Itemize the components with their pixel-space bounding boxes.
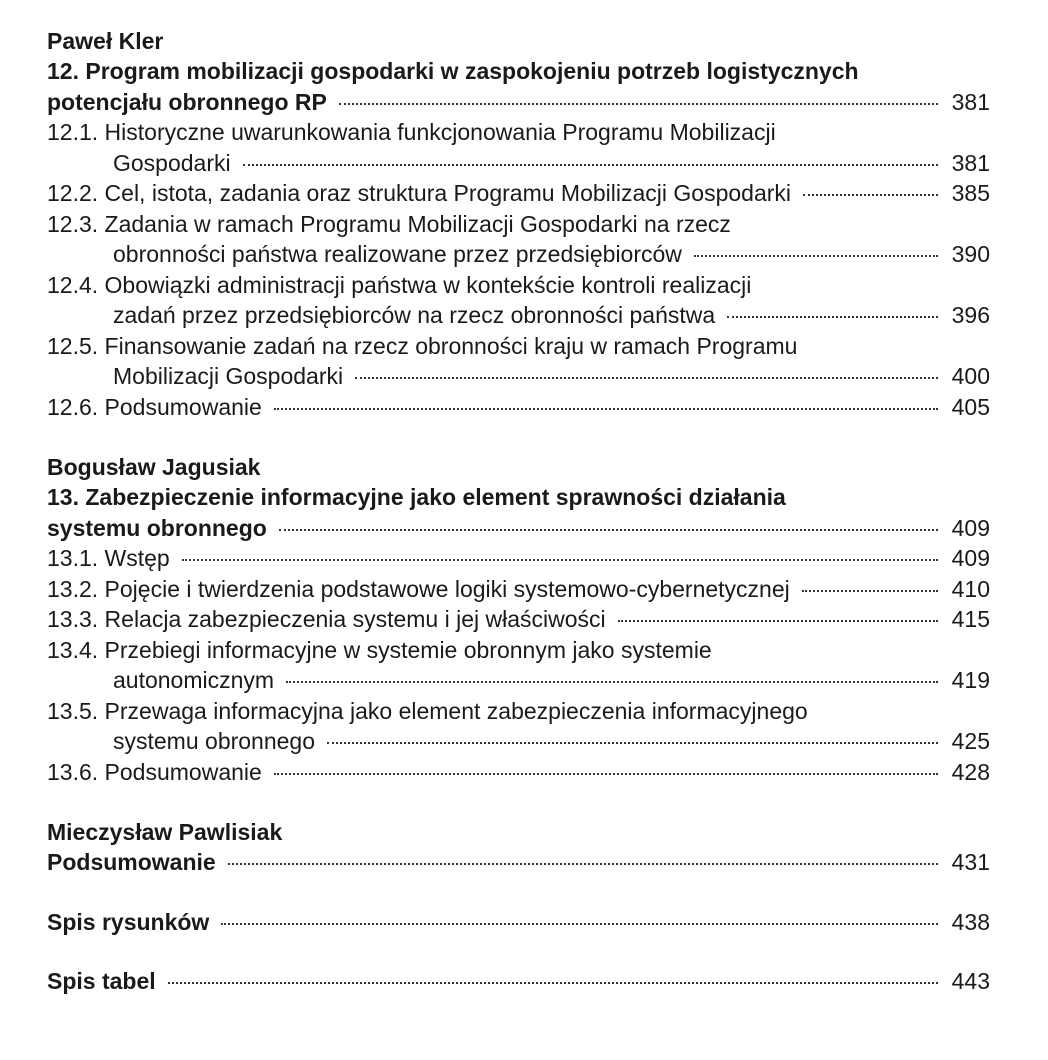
- page-number: 381: [951, 88, 990, 115]
- tables-list-title: Spis tabel: [47, 968, 156, 994]
- tables-list-entry[interactable]: [47, 966, 990, 997]
- section-spacer: [47, 878, 990, 907]
- chapter-title-line1: 12. Program mobilizacji gospodarki w zaspokojeniu potrzeb logistycznych: [47, 58, 859, 84]
- figures-list-title: Spis rysunków: [47, 908, 210, 935]
- dot-leader: [182, 559, 938, 561]
- toc-entry[interactable]: [47, 635, 990, 696]
- entry-title: 12.6. Podsumowanie: [47, 393, 262, 420]
- page-number: 410: [951, 575, 990, 602]
- toc-entry[interactable]: [47, 757, 990, 788]
- chapter-title-line2: potencjału obronnego RP: [47, 88, 327, 115]
- toc-entry[interactable]: [47, 574, 990, 605]
- toc-entry[interactable]: [47, 209, 990, 270]
- toc-closing: [47, 817, 990, 997]
- page-number: 419: [951, 667, 990, 693]
- page-number: 405: [951, 393, 990, 420]
- page-number: 443: [951, 968, 990, 994]
- entry-title-line2: zadań przez przedsiębiorców na rzecz obronności państwa: [113, 302, 716, 328]
- section-author: Mieczysław Pawlisiak: [47, 819, 283, 845]
- toc-entry[interactable]: [47, 117, 990, 178]
- toc-entry[interactable]: [47, 543, 990, 574]
- page-number: 400: [951, 363, 990, 389]
- chapter-title-line2: systemu obronnego: [47, 514, 267, 541]
- figures-list-entry[interactable]: [47, 907, 990, 938]
- entry-title-line1: 12.3. Zadania w ramach Programu Mobilizacji Gospodarki na rzecz: [47, 210, 731, 237]
- entry-title-line2: Gospodarki: [113, 149, 231, 176]
- toc-entry[interactable]: [47, 178, 990, 209]
- summary-title: Podsumowanie: [47, 849, 216, 875]
- page-number: 409: [951, 545, 990, 571]
- entry-title-line1: 13.4. Przebiegi informacyjne w systemie obronnym jako systemie: [47, 636, 712, 663]
- section-author: Bogusław Jagusiak: [47, 454, 261, 480]
- toc-section: [47, 26, 990, 422]
- dot-leader: [339, 103, 938, 105]
- dot-leader: [243, 164, 938, 166]
- entry-title: 13.2. Pojęcie i twierdzenia podstawowe logiki systemowo-cybernetycznej: [47, 575, 790, 602]
- entry-title-line2: autonomicznym: [113, 667, 275, 693]
- page-number: 396: [951, 302, 990, 328]
- toc-entry[interactable]: [47, 270, 990, 331]
- dot-leader: [355, 377, 938, 379]
- dot-leader: [274, 773, 938, 775]
- dot-leader: [694, 255, 938, 257]
- entry-title: 13.6. Podsumowanie: [47, 758, 262, 785]
- chapter-title-line1: 13. Zabezpieczenie informacyjne jako element sprawności działania: [47, 484, 786, 510]
- dot-leader: [168, 982, 938, 984]
- dot-leader: [618, 620, 938, 622]
- section-spacer: [47, 422, 990, 452]
- page-number: 438: [951, 908, 990, 935]
- page-number: 425: [951, 728, 990, 754]
- entry-title-line1: 13.5. Przewaga informacyjna jako element zabezpieczenia informacyjnego: [47, 697, 808, 724]
- toc-section: [47, 452, 990, 787]
- section-spacer: [47, 787, 990, 817]
- dot-leader: [221, 923, 937, 925]
- toc-entry[interactable]: [47, 331, 990, 392]
- section-author: Paweł Kler: [47, 28, 164, 54]
- dot-leader: [327, 742, 938, 744]
- page-number: 431: [951, 849, 990, 875]
- entry-title-line2: Mobilizacji Gospodarki: [113, 363, 344, 389]
- entry-title-line1: 12.5. Finansowanie zadań na rzecz obronności kraju w ramach Programu: [47, 332, 798, 359]
- summary-entry[interactable]: [47, 847, 990, 878]
- entry-title: 13.1. Wstęp: [47, 545, 170, 571]
- table-of-contents: [47, 26, 990, 997]
- page-number: 428: [951, 758, 990, 785]
- section-spacer: [47, 937, 990, 966]
- dot-leader: [803, 194, 938, 196]
- chapter-heading[interactable]: [47, 482, 990, 543]
- entry-title: 12.2. Cel, istota, zadania oraz struktura Programu Mobilizacji Gospodarki: [47, 180, 792, 206]
- dot-leader: [274, 408, 938, 410]
- chapter-heading[interactable]: [47, 56, 990, 117]
- entry-title-line2: systemu obronnego: [113, 728, 316, 754]
- dot-leader: [286, 681, 938, 683]
- dot-leader: [802, 590, 938, 592]
- dot-leader: [727, 316, 937, 318]
- page-number: 390: [951, 241, 990, 267]
- page-number: 381: [951, 149, 990, 176]
- entry-title-line1: 12.4. Obowiązki administracji państwa w kontekście kontroli realizacji: [47, 271, 752, 298]
- toc-entry[interactable]: [47, 696, 990, 757]
- page-number: 415: [951, 606, 990, 632]
- dot-leader: [228, 863, 938, 865]
- page-number: 385: [951, 180, 990, 206]
- entry-title-line1: 12.1. Historyczne uwarunkowania funkcjonowania Programu Mobilizacji: [47, 119, 776, 145]
- entry-title-line2: obronności państwa realizowane przez przedsiębiorców: [113, 241, 682, 267]
- toc-entry[interactable]: [47, 392, 990, 423]
- toc-entry[interactable]: [47, 604, 990, 635]
- page-number: 409: [951, 514, 990, 541]
- dot-leader: [279, 529, 938, 531]
- entry-title: 13.3. Relacja zabezpieczenia systemu i jej właściwości: [47, 606, 606, 632]
